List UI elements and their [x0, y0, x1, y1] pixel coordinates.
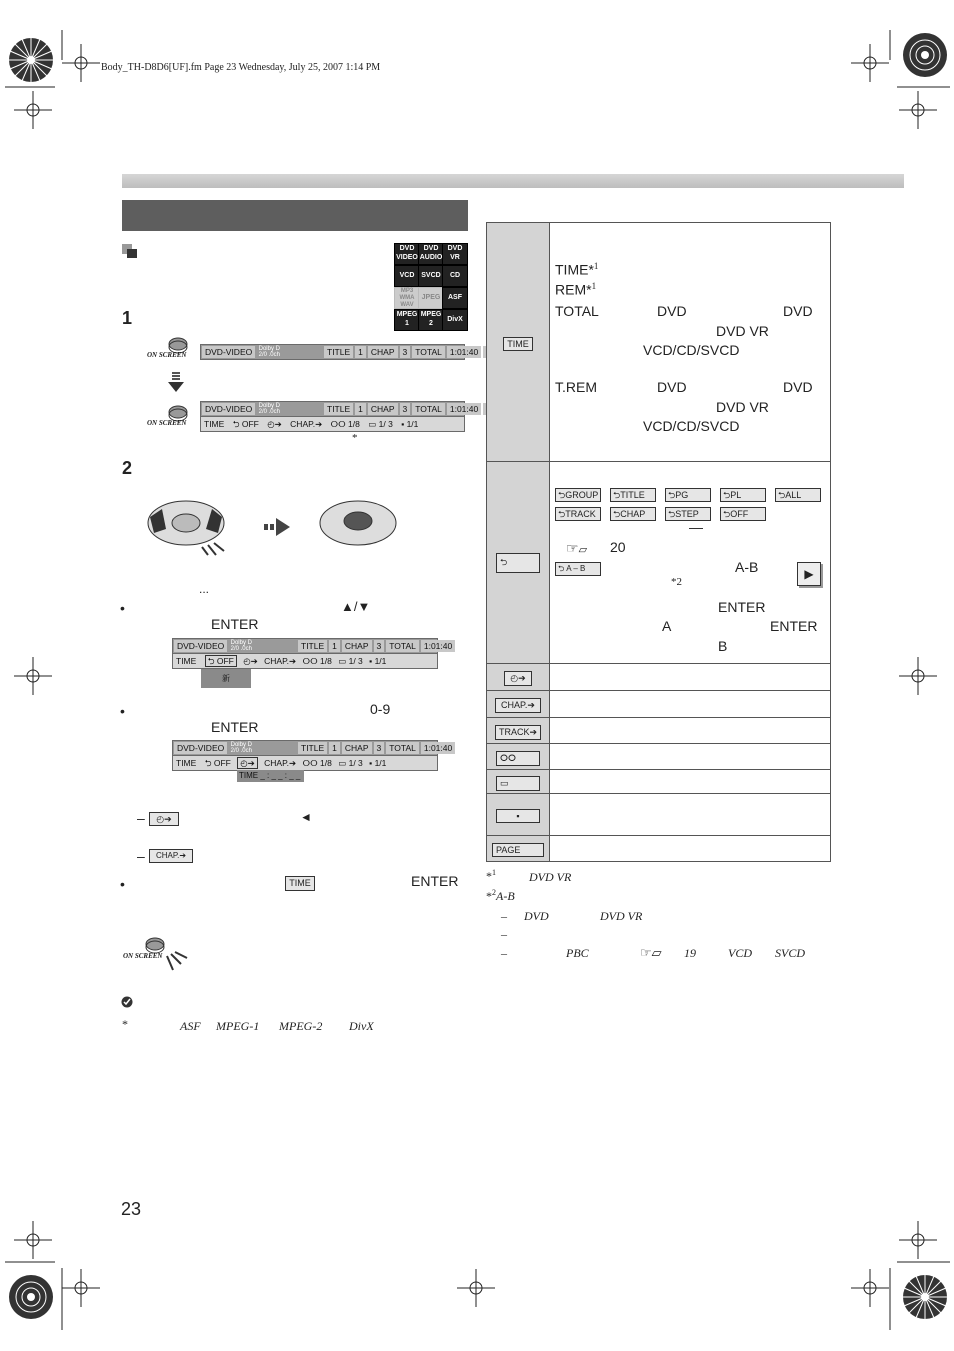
dash-1-arrow: ◄ — [300, 810, 312, 824]
osd-format: DVD-VIDEO — [202, 346, 255, 358]
osd-time-input[interactable]: TIME _ : _ _ : _ _ — [237, 770, 304, 782]
osd-control-row-3: TIME ⮌ OFF ◴➔ CHAP.➔ ⵔⵔ 1/8 ▭ 1/ 3 ▪ 1/1 — [172, 755, 438, 771]
footnote-dash-2: – — [501, 927, 507, 941]
chap-search-icon-cell — [487, 691, 550, 718]
subtitle-icon: ▭ — [496, 776, 540, 791]
osd-control-row-2: TIME ⮌ OFF ◴➔ CHAP.➔ ⵔⵔ 1/8 ▭ 1/ 3 ▪ 1/1 — [172, 653, 438, 669]
osd-dropdown[interactable] — [201, 669, 251, 688]
repeat-buttons-row-1 — [555, 485, 830, 502]
trem-label: T.REM — [555, 379, 597, 395]
footnote-2-mark: *$^2$A-B — [486, 888, 515, 903]
remote-dpad-right[interactable] — [316, 497, 402, 554]
step-2-number: 2 — [122, 458, 133, 478]
reference-icon-2: ☞▱ — [640, 945, 662, 960]
arrow-right-icon — [264, 518, 290, 541]
reference-icon: ☞▱ — [566, 540, 588, 556]
page-number: 23 — [121, 1199, 142, 1219]
page-icon-cell — [487, 836, 550, 862]
footnote-1-mark: *$^1$ — [486, 868, 496, 883]
badge-jpeg: JPEG — [418, 287, 444, 309]
badge-mpeg2: MPEG 2 — [418, 309, 444, 331]
badge-dvd-video: DVD VIDEO — [394, 243, 420, 265]
time-icon-cell — [487, 223, 550, 462]
on-screen-label: ON SCREEN — [147, 351, 187, 359]
bullet-1-enter: ENTER — [211, 616, 259, 632]
osd-status-bar-1: DVD-VIDEO Dolby D 2/0 .0ch TITLE 1 CHAP 3 TOTAL 1:01:40 — [200, 344, 465, 360]
repeat-pg-button[interactable]: ⮌PG — [665, 488, 711, 502]
square-bullet-icon — [122, 244, 138, 258]
osd-dropdown-value: 新 — [222, 674, 230, 683]
repeat-icon: ⮌ — [496, 553, 540, 573]
bullet-2-digits: 0-9 — [370, 701, 391, 717]
osd-audio-info: Dolby D 2/0 .0ch — [258, 346, 280, 358]
asterisk-note: * — [352, 432, 358, 444]
osd-status-bar-3: DVD-VIDEO Dolby D 2/0 .0ch TITLE 1 CHAP 3 TOTAL 1:01:40 — [172, 638, 438, 654]
total-label: TOTAL — [555, 303, 599, 319]
badge-mpeg1: MPEG 1 — [394, 309, 420, 331]
repeat-icon-cell — [487, 462, 550, 664]
badge-cd: CD — [442, 265, 468, 287]
badge-asf: ASF — [442, 287, 468, 309]
dpad-icon — [144, 495, 234, 567]
header-bar — [122, 174, 904, 188]
track-search-icon-cell — [487, 718, 550, 744]
dash-1: – — [137, 810, 145, 826]
bullet-1-arrows: ▲/▼ — [341, 599, 371, 614]
repeat-chap-button[interactable]: ⮌CHAP — [610, 507, 656, 521]
repeat-track-button[interactable]: ⮌TRACK — [555, 507, 601, 521]
remote-dpad-left[interactable] — [144, 495, 234, 572]
time-label: TIME*$^1$ — [555, 261, 599, 278]
note-star: * — [122, 1017, 128, 1031]
track-arrow-icon: TRACK➔ — [495, 725, 541, 740]
chap-arrow-icon: CHAP.➔ — [495, 698, 541, 713]
footnote-dash-1: – — [501, 909, 507, 923]
note-asf: ASF — [180, 1019, 201, 1033]
osd-total-label: TOTAL — [412, 346, 445, 358]
note-check-icon — [121, 995, 133, 1013]
on-screen-button-3[interactable] — [123, 936, 189, 976]
osd-title-label: TITLE — [324, 346, 353, 358]
bullet-2-enter: ENTER — [211, 719, 259, 735]
osd-total-val: 1:01:40 — [447, 346, 481, 358]
page-icon: PAGE — [492, 843, 544, 857]
badge-mp3-wma-wav: MP3 WMA WAV — [394, 287, 420, 309]
arrow-down-icon — [168, 372, 184, 399]
file-info-header: Body_TH-D8D6[UF].fm Page 23 Wednesday, July 25, 2007 1:14 PM — [101, 62, 381, 73]
repeat-title-button[interactable]: ⮌TITLE — [610, 488, 656, 502]
on-screen-button[interactable] — [147, 336, 191, 364]
time-icon: TIME — [503, 337, 533, 351]
badge-svcd: SVCD — [418, 265, 444, 287]
repeat-off-button[interactable]: ⮌OFF — [720, 507, 766, 521]
badge-vcd: VCD — [394, 265, 420, 287]
badge-divx: DivX — [442, 309, 468, 331]
on-screen-button-2[interactable] — [147, 404, 191, 432]
badge-dvd-audio: DVD AUDIO — [418, 243, 444, 265]
clock-arrow-icon: ◴➔ — [149, 812, 179, 826]
time-search-icon-cell — [487, 664, 550, 691]
chap-arrow-icon: CHAP.➔ — [149, 849, 193, 863]
registration-mark-bottom-right — [900, 1272, 950, 1322]
dpad-enter-icon — [316, 497, 402, 549]
bullet-3: • — [120, 876, 125, 892]
repeat-pl-button[interactable]: ⮌PL — [720, 488, 766, 502]
play-button-icon: ▶ — [797, 562, 821, 586]
osd-status-bar-4: DVD-VIDEO Dolby D 2/0 .0ch TITLE 1 CHAP 3 TOTAL 1:01:40 — [172, 740, 438, 756]
osd-chap-label: CHAP — [368, 346, 398, 358]
badge-dvd-vr: DVD VR — [442, 243, 468, 265]
repeat-step-button[interactable]: ⮌STEP — [665, 507, 711, 521]
angle-icon: ▪ — [496, 809, 540, 823]
note-mpeg1: MPEG-1 — [216, 1019, 260, 1033]
repeat-all-button[interactable]: ⮌ALL — [775, 488, 821, 502]
time-icon: TIME — [285, 876, 315, 891]
audio-icon-cell — [487, 744, 550, 770]
osd-status-bar-2: DVD-VIDEO Dolby D 2/0 .0ch TITLE 1 CHAP 3 TOTAL 1:01:40 — [200, 401, 465, 417]
ellipsis: ... — [199, 582, 210, 596]
angle-icon-cell — [487, 794, 550, 836]
repeat-group-button[interactable]: ⮌GROUP — [555, 488, 601, 502]
bullet-3-enter: ENTER — [411, 873, 459, 889]
bullet-1: • — [120, 600, 125, 616]
registration-mark-bottom-left — [6, 1272, 56, 1322]
on-screen-label-3: ON SCREEN — [123, 952, 163, 960]
rem-label: REM*$^1$ — [555, 281, 597, 298]
footnote-dash-3: – — [501, 946, 507, 960]
audio-icon: ⵔⵔ — [496, 751, 540, 766]
on-screen-label-2: ON SCREEN — [147, 419, 187, 427]
note-mpeg2: MPEG-2 — [279, 1019, 323, 1033]
section-title-bar — [122, 200, 468, 231]
osd-control-row-1: TIME ⮌ OFF ◴➔ CHAP.➔ ⵔⵔ 1/8 ▭ 1/ 3 ▪ 1/1 — [200, 416, 465, 432]
subtitle-icon-cell — [487, 770, 550, 794]
clock-arrow-icon: ◴➔ — [504, 671, 532, 686]
repeat-buttons-row-2 — [555, 504, 775, 521]
repeat-ab-button[interactable]: ⮌ A – B — [555, 562, 601, 576]
registration-mark-top-left — [6, 35, 56, 85]
registration-mark-top-right — [900, 30, 950, 80]
note-divx: DivX — [349, 1019, 374, 1033]
footnote-1-text: DVD VR — [529, 870, 572, 884]
step-1-number: 1 — [122, 308, 133, 328]
dash-2: – — [137, 848, 145, 864]
function-table: TIME TIME*$^1$ REM*$^1$ TOTAL DVD DVD DVD VR VCD/CD/SVCD T.REM DVD DVD DVD VR VCD/CD/SVCD ⮌ ⮌GROUP ⮌TITLE ⮌PG ⮌PL ⮌ALL ⮌TRACK ⮌CHAP ⮌STEP ⮌OFF — ☞▱ 20 ⮌ A – B A-B ▶ *2 ENTER A ENTER B ◴➔ CHAP.➔ TRACK➔ ⵔⵔ ▭ ▪ PAGE — [486, 222, 831, 862]
bullet-2: • — [120, 703, 125, 719]
